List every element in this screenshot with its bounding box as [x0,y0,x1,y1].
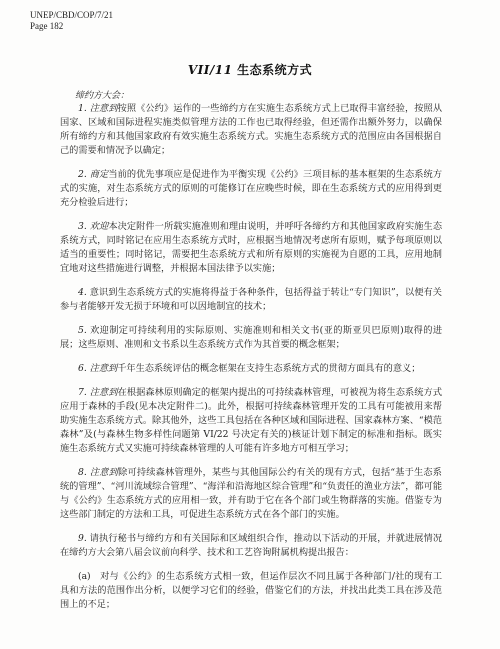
paragraph-9-text: 请执行秘书与缔约方和有关国际和区域组织合作，推动以下活动的开展，并就进展情况在缔约方大会第八届会议前向科学、技术和工艺咨询附属机构提出报告： [60,533,443,558]
paragraph-8-keyword: 8. 注意到 [78,467,119,478]
decision-number: VII/11 [187,63,233,77]
document-body [60,102,442,622]
paragraph-4 [60,286,442,314]
paragraph-9 [60,532,442,560]
paragraph-9a [60,570,442,612]
paragraph-4-keyword: 4. [78,287,90,298]
paragraph-5-keyword: 5. [78,325,91,336]
paragraph-7 [60,386,442,456]
paragraph-2-text: 当前的优先事项应是促进作为平衡实现《公约》三项目标的基本框架的生态系统方式的实施，对生态系统方式的原则的可能修订在应晚些时候，即在生态系统方式的应用得到更充分检验后进行； [60,169,443,208]
paragraph-5 [60,324,442,352]
paragraph-8 [60,466,442,522]
decision-title-text: 生态系统方式 [237,63,313,77]
paragraph-6-keyword: 6. 注意到 [78,363,118,374]
paragraph-3-keyword: 3. 欢迎 [78,221,109,232]
paragraph-9a-text: 对与《公约》的生态系统方式相一致，但运作层次不同且属于各种部门/社的现有工具和方法的范围作出分析，以便学习它们的经验，借鉴它们的方法，并找出此类工具在涉及范围上的不足； [60,571,442,610]
paragraph-8-text: 除可持续森林管理外，某些与其他国际公约有关的现有方式，包括“基于生态系统的管理”、“河川流域综合管理”、“海洋和沿海地区综合管理”和“负责任的渔业方法”，都可能与《公约》生态系统方式的应用相一致，并有助于它在各个部门或生物群落的实施。借鉴专为这些部门制定的方法和工具，可促进生态系统方式在各个部门的实施。 [60,467,443,520]
document-symbol: UNEP/CBD/COP/7/21 [30,10,114,20]
paragraph-7-text: 在根据森林原则确定的框架内提出的可持续森林管理，可被视为将生态系统方式应用于森林的手段(见本决定附件二)。此外，根据可持续森林管理开发的工具有可能被用来帮助实施生态系统方式。除其他外，这些工具包括在各种区域和国际进程、国家森林方案、“模范森林”及(与森林生物多样性问题第 VI/22 号决定有关的)核证计划下制定的标准和指标。既实施生态系统方式又实施可持续森林管理的人可能有许多地方可相互学习； [60,387,443,454]
paragraph-3-text: 本决定附件一所载实施准则和理由说明，并呼吁各缔约方和其他国家政府实施生态系统方式，同时铭记在应用生态系统方式时，应根据当地情况考虑所有原则，赋予每项原则以适当的重要性；同时铭记，需要把生态系统方式和所有原则的实施视为自愿的工具，应用地制宜地对这些措施进行调整，并根据本国法律予以实施； [60,221,443,274]
paragraph-6-text: 千年生态系统评估的概念框架在支持生态系统方式的贯彻方面具有的意义； [117,363,421,374]
paragraph-5-text: 欢迎制定可持续利用的实际原则、实施准则和相关文书(亚的斯亚贝巴原则)取得的进展；这些原则、准则和文书系以生态系统方式作为其首要的概念框架； [60,325,443,350]
paragraph-4-text: 意识到生态系统方式的实施将得益于各种条件，包括得益于转让“专门知识”，以便有关参与者能够开发无损于环境和可以因地制宜的技术； [60,287,442,312]
document-header [30,10,113,32]
paragraph-1-keyword: 1. 注意到 [78,103,118,114]
paragraph-3 [60,220,442,276]
lead-line: 缔约方大会： [75,91,130,101]
paragraph-1-text: 按照《公约》运作的一些缔约方在实施生态系统方式上已取得丰富经验，按照从国家、区域和国际进程实施类似管理方法的工作也已取得经验，但还需作出额外努力，以确保所有缔约方和其他国家政府有效实施生态系统方式。实施生态系统方式的范围应由各国根据自己的需要和情况予以确定； [60,103,443,156]
paragraph-6 [60,362,442,376]
paragraph-7-keyword: 7. 注意到 [78,387,118,398]
page-number: Page 182 [30,21,64,31]
paragraph-2-keyword: 2. 商定 [78,169,109,180]
paragraph-2 [60,168,442,210]
paragraph-9-keyword: 9. [78,533,90,544]
decision-title [0,61,500,78]
paragraph-9a-marker: (a) [78,571,91,582]
paragraph-1 [60,102,442,158]
